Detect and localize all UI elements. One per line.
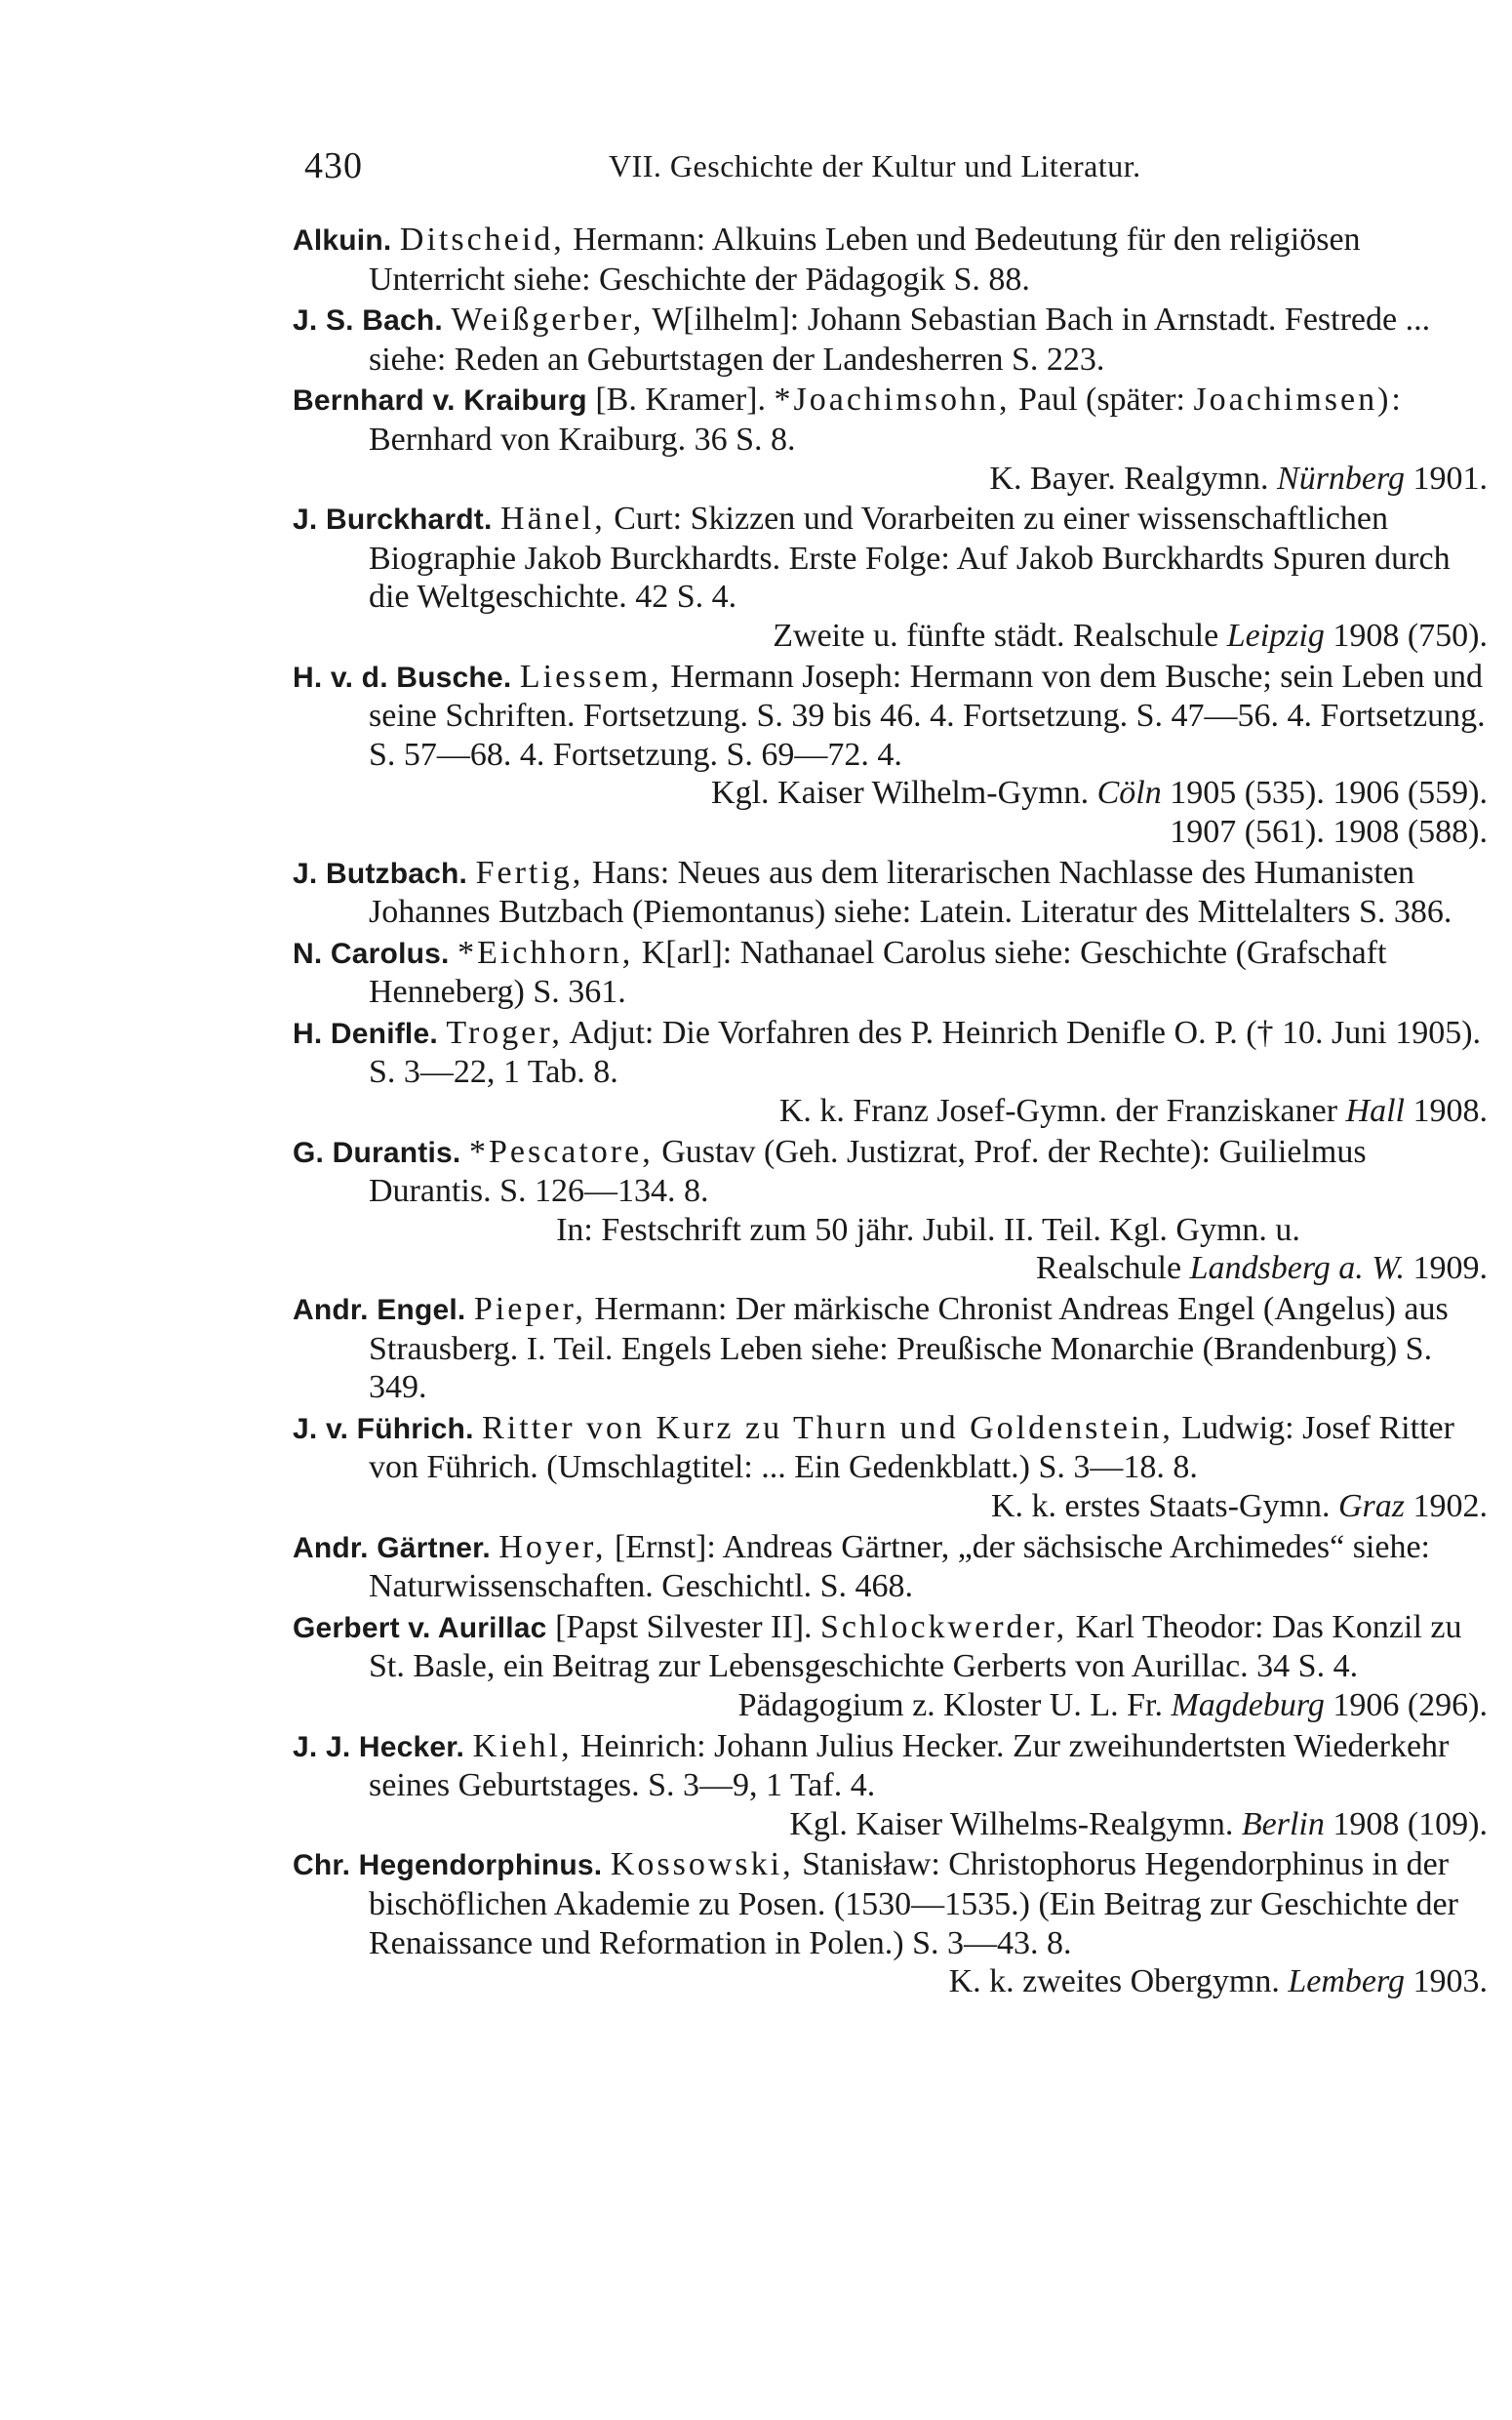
entry-text: K[arl]: Nathanael Carolus siehe: Geschichte (Grafschaft Henneberg) S. 361. xyxy=(369,934,1387,1011)
entry-author: Joachimsen): xyxy=(1193,382,1404,419)
bibliography-entry xyxy=(293,934,1488,1012)
entry-subject: N. Carolus. xyxy=(293,937,450,970)
entry-text: [Ernst]: Andreas Gärtner, „der sächsische Archimedes“ siehe: Naturwissenschaften. Geschichtl. S. 468. xyxy=(369,1528,1431,1605)
entry-subject: Andr. Gärtner. xyxy=(293,1531,491,1564)
entry-author: Schlockwerder, xyxy=(820,1608,1068,1645)
entry-author: Kiehl, xyxy=(472,1727,573,1764)
bibliography-entry xyxy=(293,301,1488,379)
bibliography-entry xyxy=(293,1133,1488,1288)
bibliography-entry xyxy=(293,500,1488,655)
entry-subject: J. v. Führich. xyxy=(293,1412,474,1445)
publication-school: Zweite u. fünfte städt. Realschule xyxy=(773,617,1227,654)
publication-school: Kgl. Kaiser Wilhelms-Realgymn. xyxy=(789,1805,1242,1842)
publication-place: Landsberg a. W. xyxy=(1189,1250,1405,1287)
entry-author: Hänel, xyxy=(500,501,606,538)
entry-author: Troger, xyxy=(446,1014,563,1051)
entry-author: Kossowski, xyxy=(610,1846,794,1883)
publication-school: K. k. Franz Josef-Gymn. der Franziskaner xyxy=(778,1093,1346,1130)
entry-text: Hermann Joseph: Hermann von dem Busche; sein Leben und seine Schriften. Fortsetzung. S. 39 bis 46. 4. Fortsetzung. S. 47—56. 4. Fortsetzung. S. 57—68. 4. Fortsetzung. S. 69—72. 4. xyxy=(369,658,1486,773)
publication-school: K. k. zweites Obergymn. xyxy=(948,1963,1289,2000)
entry-subject: J. J. Hecker. xyxy=(293,1730,465,1763)
publication-school: Realschule xyxy=(1035,1250,1190,1287)
bibliography-entry xyxy=(293,221,1488,299)
entry-text: Heinrich: Johann Julius Hecker. Zur zweihundertsten Wiederkehr seines Geburtstages. S. 3—9, 1 Taf. 4. xyxy=(369,1727,1450,1804)
entry-subject: J. Burckhardt. xyxy=(293,504,493,537)
bibliography-list xyxy=(293,221,1488,2003)
entry-author: Liessem, xyxy=(519,658,662,695)
entry-author: Ritter von Kurz zu Thurn und Goldenstein, xyxy=(482,1409,1174,1446)
entry-publication xyxy=(369,460,1488,499)
bibliography-entry xyxy=(293,1290,1488,1407)
publication-place: Berlin xyxy=(1241,1805,1325,1842)
entry-publication xyxy=(369,1249,1488,1288)
publication-year: 1906 (296). xyxy=(1324,1686,1488,1723)
entry-subject: J. S. Bach. xyxy=(293,304,443,338)
entry-author: Hoyer, xyxy=(498,1528,607,1565)
publication-place: Magdeburg xyxy=(1171,1686,1325,1723)
publication-year: 1903. xyxy=(1405,1963,1488,2000)
publication-year: 1909. xyxy=(1405,1250,1488,1287)
entry-publication xyxy=(369,1962,1488,2001)
entry-publication xyxy=(369,1686,1488,1725)
entry-text: Stanisław: Christophorus Hegendorphinus in der bischöflichen Akademie zu Posen. (1530—1535.) (Ein Beitrag zur Geschichte der Renaissance und Reformation in Polen.) S. 3—43. 8. xyxy=(369,1846,1458,1961)
publication-place: Cöln xyxy=(1096,775,1162,812)
bibliography-entry xyxy=(293,1528,1488,1606)
entry-text: Adjut: Die Vorfahren des P. Heinrich Denifle O. P. († 10. Juni 1905). S. 3—22, 1 Tab. 8. xyxy=(369,1014,1482,1091)
publication-place: Nürnberg xyxy=(1277,460,1405,497)
page-number: 430 xyxy=(304,145,363,186)
entry-subject: J. Butzbach. xyxy=(293,857,468,890)
entry-text: Bernhard von Kraiburg. 36 S. 8. xyxy=(369,421,796,458)
entry-text: W[ilhelm]: Johann Sebastian Bach in Arnstadt. Festrede ... siehe: Reden an Geburtstagen der Landesherren S. 223. xyxy=(369,302,1431,378)
entry-publication-years: 1907 (561). 1908 (588). xyxy=(1170,813,1488,850)
publication-year: 1902. xyxy=(1405,1488,1488,1524)
bibliography-entry xyxy=(293,1608,1488,1725)
publication-school: Kgl. Kaiser Wilhelm-Gymn. xyxy=(711,775,1097,812)
entry-author: Fertig, xyxy=(475,854,584,891)
entry-author: Pieper, xyxy=(473,1291,586,1328)
publication-school: K. Bayer. Realgymn. xyxy=(989,460,1278,497)
publication-school: K. k. erstes Staats-Gymn. xyxy=(990,1488,1338,1524)
publication-year: 1905 (535). 1906 (559). xyxy=(1161,775,1488,812)
bibliography-entry xyxy=(293,1727,1488,1844)
bibliography-entry xyxy=(293,658,1488,852)
entry-subject: Gerbert v. Aurillac xyxy=(293,1611,547,1644)
page-header xyxy=(304,144,1475,191)
entry-author: *Eichhorn, xyxy=(458,934,634,971)
publication-year: 1908. xyxy=(1405,1093,1488,1130)
entry-subject: Chr. Hegendorphinus. xyxy=(293,1849,603,1882)
bibliography-entry xyxy=(293,381,1488,498)
entry-subject: Alkuin. xyxy=(293,224,392,257)
entry-publication xyxy=(369,1805,1488,1844)
entry-publication xyxy=(369,1092,1488,1131)
entry-author: *Pescatore, xyxy=(468,1133,654,1170)
publication-year: 1901. xyxy=(1405,460,1488,497)
publication-school: Pädagogium z. Kloster U. L. Fr. xyxy=(737,1686,1172,1723)
publication-year: 1908 (109). xyxy=(1324,1805,1488,1842)
entry-text: Ludwig: Josef Ritter von Führich. (Umschlagtitel: ... Ein Gedenkblatt.) S. 3—18. 8. xyxy=(369,1409,1454,1486)
entry-author: Ditscheid, xyxy=(399,222,565,258)
entry-publication xyxy=(369,1487,1488,1526)
publication-place: Leipzig xyxy=(1226,617,1325,654)
entry-text: Karl Theodor: Das Konzil zu St. Basle, ein Beitrag zur Lebensgeschichte Gerberts von Aurillac. 34 S. 4. xyxy=(369,1608,1462,1685)
entry-subject: G. Durantis. xyxy=(293,1136,461,1169)
entry-text: Hans: Neues aus dem literarischen Nachlasse des Humanisten Johannes Butzbach (Piemontanus) siehe: Latein. Literatur des Mittelalters S. 386. xyxy=(369,854,1452,931)
publication-place: Graz xyxy=(1337,1488,1405,1524)
entry-note: [B. Kramer]. xyxy=(586,382,775,419)
entry-publication xyxy=(369,617,1488,656)
entry-publication xyxy=(369,774,1488,813)
bibliography-entry xyxy=(293,1409,1488,1526)
publication-place: Hall xyxy=(1345,1093,1405,1130)
entry-text: Curt: Skizzen und Vorarbeiten zu einer wissenschaftlichen Biographie Jakob Burckhardts. Erste Folge: Auf Jakob Burckhardts Spuren durch die Weltgeschichte. 42 S. 4. xyxy=(369,501,1451,616)
bibliography-entry xyxy=(293,854,1488,932)
entry-text: Paul (später: xyxy=(1010,382,1194,419)
bibliography-entry xyxy=(293,1845,1488,2000)
publication-year: 1908 (750). xyxy=(1324,617,1488,654)
entry-extra: In: Festschrift zum 50 jähr. Jubil. II. Teil. Kgl. Gymn. u. xyxy=(556,1211,1300,1248)
entry-text: Gustav (Geh. Justizrat, Prof. der Rechte): Guilielmus Durantis. S. 126—134. 8. xyxy=(369,1133,1367,1210)
entry-subject: Andr. Engel. xyxy=(293,1294,466,1327)
entry-note: [Papst Silvester II]. xyxy=(546,1608,821,1645)
bibliography-entry xyxy=(293,1014,1488,1131)
entry-subject: Bernhard v. Kraiburg xyxy=(293,384,587,418)
running-title: VII. Geschichte der Kultur und Literatur. xyxy=(609,148,1141,183)
entry-author: Weißgerber, xyxy=(451,302,645,339)
entry-author: *Joachimsohn, xyxy=(774,382,1011,419)
entry-subject: H. v. d. Busche. xyxy=(293,661,512,694)
entry-text: Hermann: Der märkische Chronist Andreas Engel (Angelus) aus Strausberg. I. Teil. Engels Leben siehe: Preußische Monarchie (Brandenburg) S. 349. xyxy=(369,1291,1449,1406)
entry-subject: H. Denifle. xyxy=(293,1017,438,1050)
publication-place: Lemberg xyxy=(1288,1963,1405,2000)
entry-text: Hermann: Alkuins Leben und Bedeutung für den religiösen Unterricht siehe: Geschichte der Pädagogik S. 88. xyxy=(369,222,1361,298)
